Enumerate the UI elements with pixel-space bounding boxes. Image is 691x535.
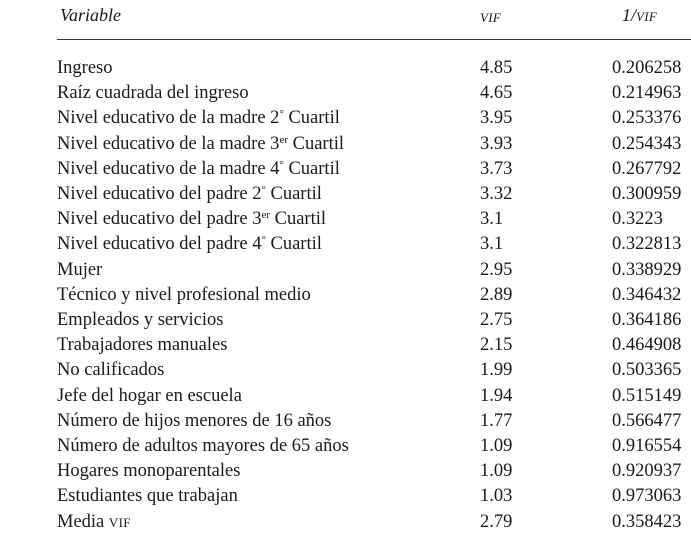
header-vif xyxy=(480,7,501,29)
table-row xyxy=(0,56,691,81)
table-row xyxy=(0,510,691,535)
cell-variable xyxy=(57,232,322,257)
cell-inverse-vif: 0.254343 xyxy=(612,133,682,154)
cell-vif: 3.1 xyxy=(480,209,504,230)
cell-variable-suffix: Cuartil xyxy=(283,108,340,129)
cell-variable: Número de hijos menores de 16 años xyxy=(57,410,332,431)
cell-variable: Jefe del hogar en escuela xyxy=(57,385,242,406)
cell-variable: Hogares monoparentales xyxy=(57,461,241,482)
cell-vif: 2.15 xyxy=(480,335,513,356)
cell-inverse-vif: 0.214963 xyxy=(612,83,682,104)
cell-inverse-vif: 0.916554 xyxy=(612,436,682,456)
cell-variable xyxy=(57,132,344,157)
cell-inverse-vif: 0.503365 xyxy=(612,360,682,381)
cell-variable-suffix: Cuartil xyxy=(265,184,322,204)
cell-variable: Número de adultos mayores de 65 años xyxy=(57,436,349,456)
table-row xyxy=(0,132,691,157)
table-row xyxy=(0,207,691,232)
cell-vif: 3.95 xyxy=(480,108,513,129)
cell-vif: 2.89 xyxy=(480,284,513,305)
header-rule xyxy=(57,39,691,40)
table-row xyxy=(0,283,691,308)
header-vif-label: VIF xyxy=(480,10,502,25)
cell-variable xyxy=(57,157,340,182)
cell-variable xyxy=(57,106,340,131)
cell-variable xyxy=(57,510,131,535)
cell-inverse-vif: 0.973063 xyxy=(612,486,682,507)
cell-variable: Raíz cuadrada del ingreso xyxy=(57,83,249,104)
cell-inverse-vif: 0.267792 xyxy=(612,158,682,179)
table-row xyxy=(0,484,691,509)
cell-vif: 1.94 xyxy=(480,385,513,406)
cell-vif: 1.77 xyxy=(480,410,513,431)
table-row xyxy=(0,434,691,459)
cell-variable xyxy=(57,182,322,207)
cell-vif: 2.79 xyxy=(480,511,513,532)
cell-variable-suffix: Cuartil xyxy=(270,209,327,230)
cell-variable-text: Nivel educativo de la madre 3 xyxy=(57,133,280,154)
cell-variable-text: Nivel educativo de la madre 4 xyxy=(57,158,280,179)
header-inverse-prefix: 1/ xyxy=(622,5,637,25)
cell-variable-suffix: Cuartil xyxy=(287,133,344,154)
cell-inverse-vif: 0.300959 xyxy=(612,184,682,204)
cell-inverse-vif: 0.364186 xyxy=(612,310,682,330)
table-row xyxy=(0,258,691,283)
cell-variable: No calificados xyxy=(57,360,165,381)
cell-vif: 3.73 xyxy=(480,158,513,179)
table-row xyxy=(0,308,691,333)
cell-variable-suffix: Cuartil xyxy=(265,234,322,255)
cell-inverse-vif: 0.346432 xyxy=(612,284,682,305)
table-row xyxy=(0,358,691,383)
cell-variable-superscript: ° xyxy=(261,184,266,196)
table-row xyxy=(0,232,691,257)
cell-vif: 1.09 xyxy=(480,461,513,482)
cell-variable-smallcaps: VIF xyxy=(108,514,131,530)
cell-inverse-vif: 0.515149 xyxy=(612,385,682,406)
cell-variable-superscript: ° xyxy=(279,108,284,121)
table-row xyxy=(0,106,691,131)
cell-vif: 3.93 xyxy=(480,133,513,154)
cell-vif: 2.95 xyxy=(480,259,513,280)
cell-inverse-vif: 0.322813 xyxy=(612,234,682,255)
cell-variable-superscript: er xyxy=(279,133,288,146)
cell-variable-text: Nivel educativo del padre 3 xyxy=(57,209,262,230)
cell-variable-text: Media xyxy=(57,511,109,532)
cell-inverse-vif: 0.206258 xyxy=(612,58,682,78)
header-variable: Variable xyxy=(60,5,121,25)
cell-variable: Estudiantes que trabajan xyxy=(57,486,238,507)
cell-inverse-vif: 0.358423 xyxy=(612,511,682,532)
cell-variable: Mujer xyxy=(57,259,103,280)
cell-variable: Ingreso xyxy=(57,58,113,78)
table-row xyxy=(0,81,691,106)
header-inverse-vif xyxy=(622,4,657,28)
cell-vif: 4.85 xyxy=(480,58,513,78)
table-row xyxy=(0,459,691,484)
header-inverse-label: VIF xyxy=(636,9,658,24)
cell-inverse-vif: 0.253376 xyxy=(612,108,682,129)
cell-variable-text: Nivel educativo del padre 4 xyxy=(57,234,262,255)
table-row xyxy=(0,182,691,207)
cell-inverse-vif: 0.338929 xyxy=(612,259,682,280)
cell-vif: 1.03 xyxy=(480,486,513,507)
cell-variable xyxy=(57,207,326,232)
table-row xyxy=(0,409,691,434)
cell-variable-text: Nivel educativo de la madre 2 xyxy=(57,108,280,129)
cell-variable: Trabajadores manuales xyxy=(57,335,228,356)
cell-vif: 4.65 xyxy=(480,83,513,104)
cell-variable-superscript: ° xyxy=(279,158,284,171)
cell-vif: 3.1 xyxy=(480,234,504,255)
cell-vif: 1.99 xyxy=(480,360,513,381)
cell-inverse-vif: 0.920937 xyxy=(612,461,682,482)
cell-inverse-vif: 0.464908 xyxy=(612,335,682,356)
cell-vif: 1.09 xyxy=(480,436,513,456)
cell-variable-text: Nivel educativo del padre 2 xyxy=(57,184,262,204)
table-row xyxy=(0,157,691,182)
table-row xyxy=(0,384,691,409)
cell-inverse-vif: 0.566477 xyxy=(612,410,682,431)
cell-vif: 2.75 xyxy=(480,310,513,330)
cell-variable-superscript: ° xyxy=(261,234,266,247)
cell-inverse-vif: 0.3223 xyxy=(612,209,663,230)
cell-variable-superscript: er xyxy=(261,209,270,222)
table-row xyxy=(0,333,691,358)
cell-variable-suffix: Cuartil xyxy=(283,158,340,179)
cell-vif: 3.32 xyxy=(480,184,513,204)
cell-variable: Empleados y servicios xyxy=(57,310,224,330)
cell-variable: Técnico y nivel profesional medio xyxy=(57,284,311,305)
